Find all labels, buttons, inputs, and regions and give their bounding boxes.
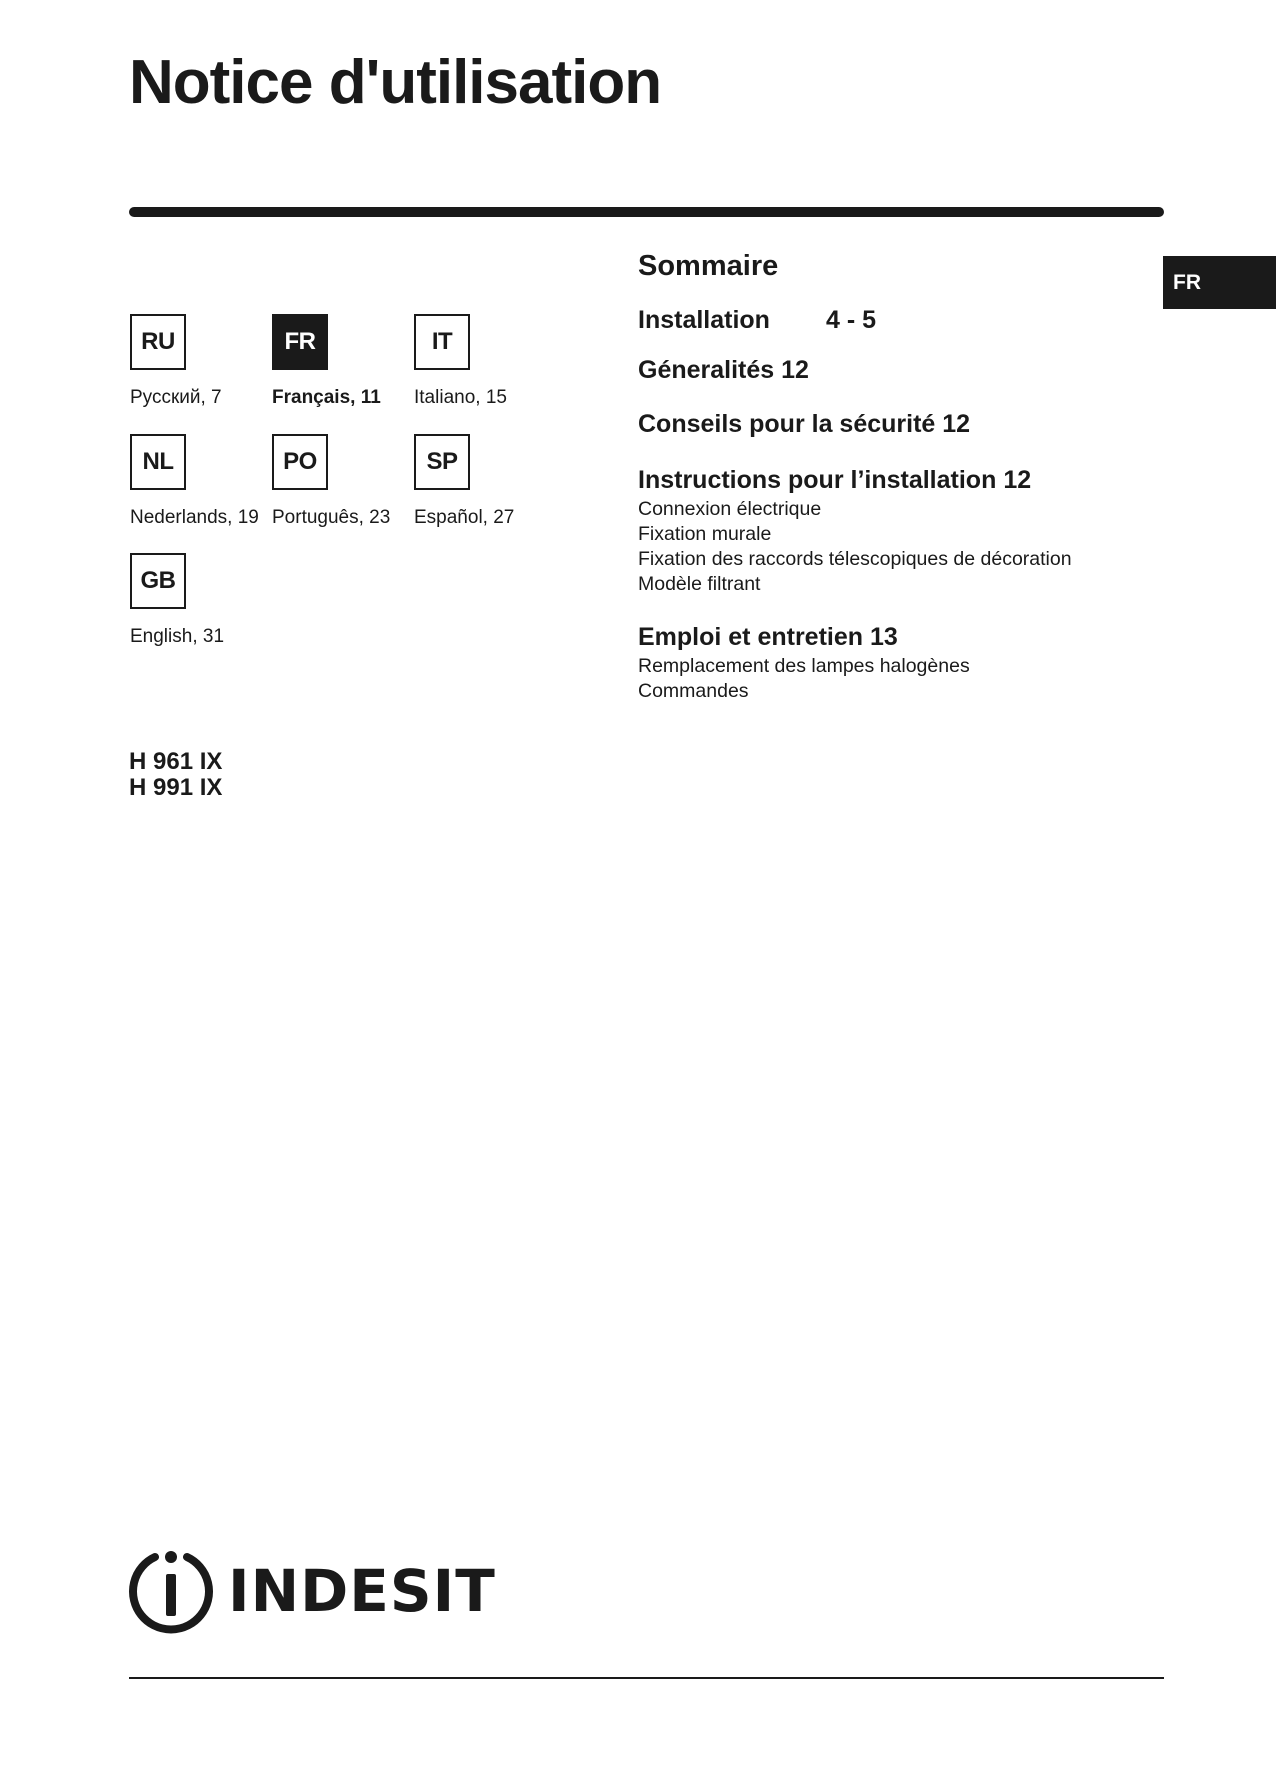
toc-section-generalites[interactable] — [638, 356, 809, 385]
toc-section-page: 13 — [870, 623, 898, 651]
lang-box-nl[interactable]: NL — [130, 434, 186, 490]
model-numbers — [129, 749, 222, 801]
toc-subitem[interactable]: Remplacement des lampes halogènes — [638, 655, 970, 677]
toc-section-title: Instructions pour l’installation — [638, 466, 997, 494]
toc-section-title: Installation — [638, 306, 770, 334]
lang-label-fr: Français, 11 — [272, 387, 381, 408]
lang-box-po[interactable]: PO — [272, 434, 328, 490]
lang-label-it: Italiano, 15 — [414, 387, 507, 408]
page-title: Notice d'utilisation — [129, 48, 662, 117]
toc-subitem[interactable]: Fixation des raccords télescopiques de décoration — [638, 548, 1072, 570]
model-number: H 961 IX — [129, 748, 223, 775]
toc-section-securite[interactable] — [638, 410, 970, 439]
toc-subitem[interactable]: Fixation murale — [638, 523, 772, 545]
toc-section-instructions[interactable] — [638, 466, 1031, 495]
lang-label-sp: Español, 27 — [414, 507, 515, 528]
toc-section-title: Géneralités — [638, 356, 775, 384]
bottom-divider — [129, 1677, 1164, 1679]
toc-section-page: 12 — [1003, 466, 1032, 494]
lang-label-gb: English, 31 — [130, 626, 225, 647]
lang-box-gb[interactable]: GB — [130, 553, 186, 609]
toc-section-page: 12 — [781, 356, 809, 384]
lang-box-ru[interactable]: RU — [130, 314, 186, 370]
toc-section-page: 12 — [942, 410, 971, 438]
toc-subitem[interactable]: Connexion électrique — [638, 498, 822, 520]
lang-box-sp[interactable]: SP — [414, 434, 470, 490]
toc-section-page: 4 - 5 — [825, 306, 876, 334]
toc-section-title: Conseils pour la sécurité — [638, 410, 936, 438]
lang-label-po: Português, 23 — [272, 507, 391, 528]
indesit-i-icon — [128, 1548, 214, 1634]
lang-box-fr[interactable]: FR — [272, 314, 328, 370]
model-number: H 991 IX — [129, 774, 223, 801]
lang-label-nl: Nederlands, 19 — [130, 507, 259, 528]
toc-subitem[interactable]: Commandes — [638, 680, 749, 702]
language-side-tab: FR — [1163, 256, 1276, 309]
lang-label-ru: Русский, 7 — [130, 387, 222, 408]
top-divider — [129, 207, 1164, 217]
toc-section-emploi[interactable] — [638, 623, 898, 652]
toc-subitem[interactable]: Modèle filtrant — [638, 573, 761, 595]
lang-box-it[interactable]: IT — [414, 314, 470, 370]
toc-section-title: Emploi et entretien — [638, 623, 864, 651]
toc-section-installation[interactable] — [638, 306, 876, 335]
brand-logo — [128, 1548, 496, 1634]
toc-heading: Sommaire — [638, 250, 779, 282]
brand-name: INDESIT — [228, 1557, 496, 1625]
